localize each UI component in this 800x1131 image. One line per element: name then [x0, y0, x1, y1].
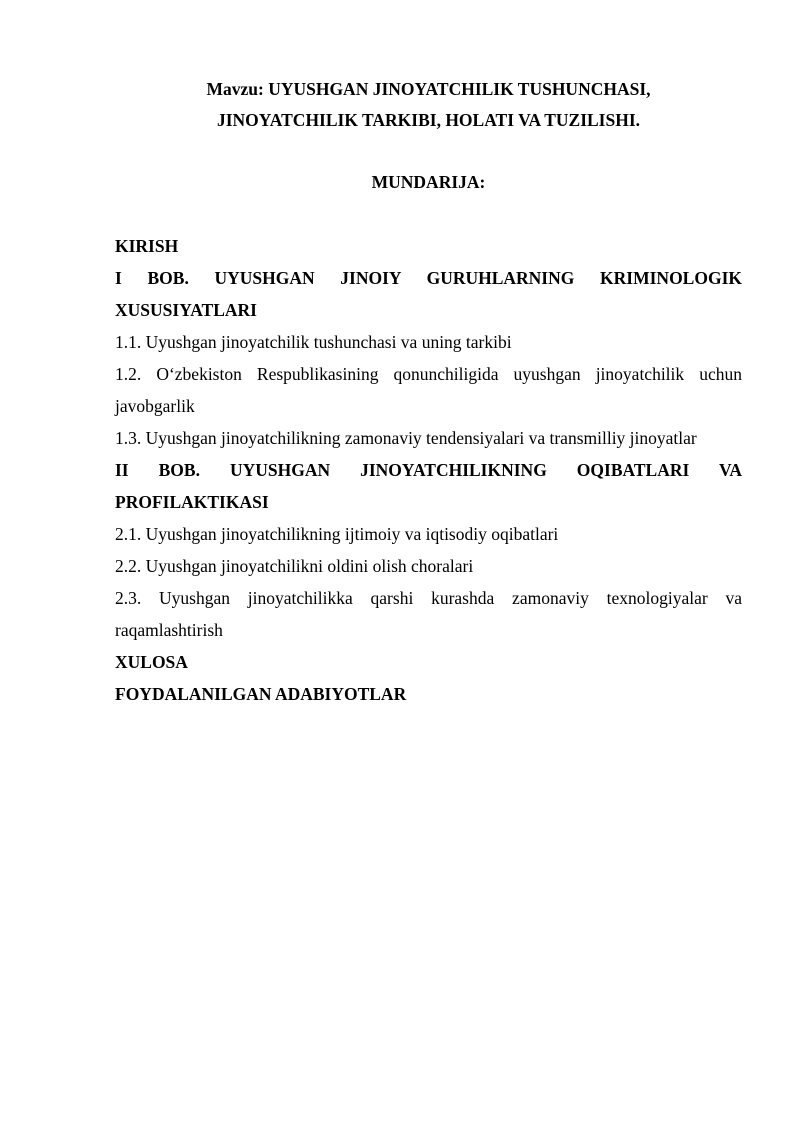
table-of-contents [115, 230, 742, 710]
toc-entry-chapter-2: II BOB. UYUSHGAN JINOYATCHILIKNING OQIBATLARI VA PROFILAKTIKASI [115, 460, 742, 512]
toc-entry-section-2-1: 2.1. Uyushgan jinoyatchilikning ijtimoiy va iqtisodiy oqibatlari [115, 524, 559, 544]
toc-entry-section-2-2: 2.2. Uyushgan jinoyatchilikni oldini olish choralari [115, 556, 474, 576]
toc-entry-section-1-3: 1.3. Uyushgan jinoyatchilikning zamonaviy tendensiyalari va transmilliy jinoyatlar [115, 428, 697, 448]
title-line-2: JINOYATCHILIK TARKIBI, HOLATI VA TUZILISHI. [216, 110, 641, 130]
toc-entry-references: FOYDALANILGAN ADABIYOTLAR [115, 684, 407, 704]
contents-heading: MUNDARIJA: [371, 172, 486, 192]
toc-entry-section-2-3: 2.3. Uyushgan jinoyatchilikka qarshi kurashda zamonaviy texnologiyalar va raqamlashtirish [115, 588, 742, 640]
document-title [115, 74, 742, 136]
toc-entry-section-1-2: 1.2. O‘zbekiston Respublikasining qonunchiligida uyushgan jinoyatchilik uchun javobgarlik [115, 364, 742, 416]
title-line-1: Mavzu: UYUSHGAN JINOYATCHILIK TUSHUNCHASI, [206, 79, 651, 99]
toc-entry-section-1-1: 1.1. Uyushgan jinoyatchilik tushunchasi va uning tarkibi [115, 332, 512, 352]
toc-entry-intro: KIRISH [115, 236, 179, 256]
toc-entry-chapter-1: I BOB. UYUSHGAN JINOIY GURUHLARNING KRIMINOLOGIK XUSUSIYATLARI [115, 268, 742, 320]
toc-entry-conclusion: XULOSA [115, 652, 188, 672]
